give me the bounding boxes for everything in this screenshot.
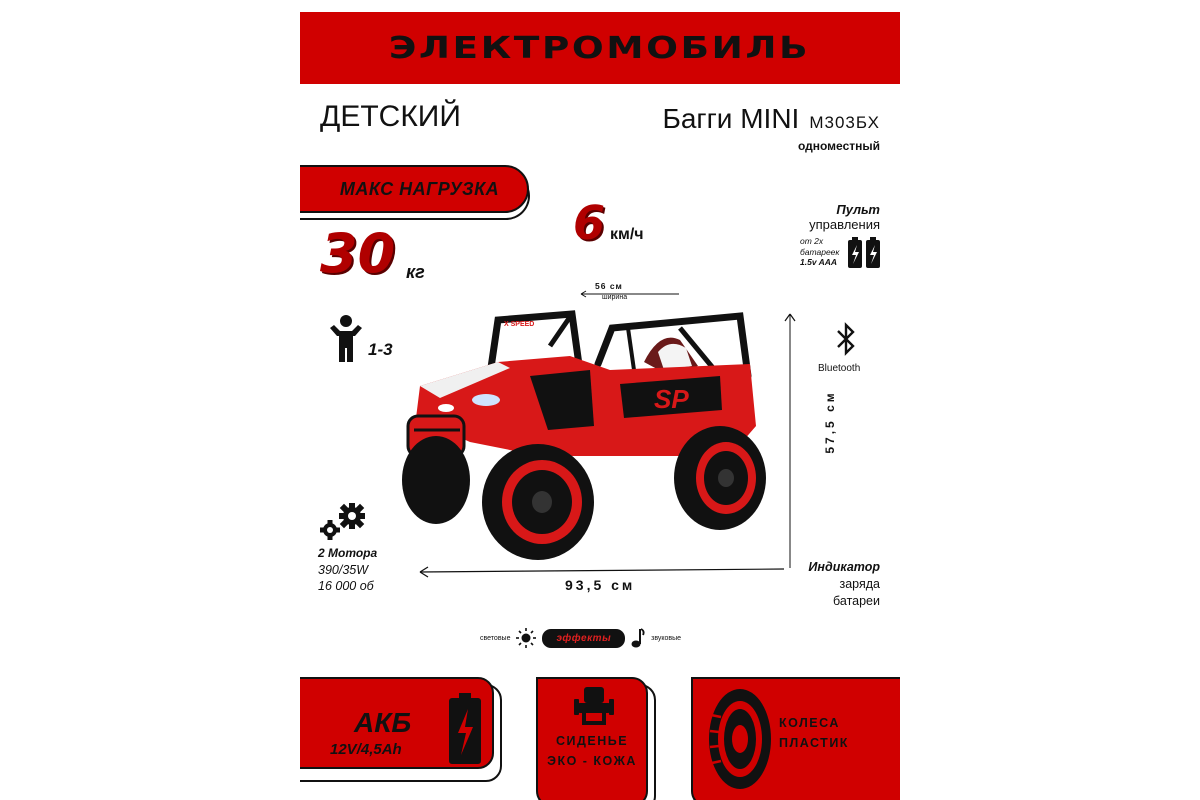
buggy-vehicle-image — [380, 306, 780, 556]
product-model — [662, 103, 880, 135]
battery-indicator-info — [808, 559, 880, 610]
remote-battery-line2: батареек — [800, 246, 840, 257]
wheels-feature-line2: ПЛАСТИК — [779, 736, 849, 750]
remote-battery-note — [800, 236, 839, 268]
product-card — [300, 0, 900, 800]
effects-light-label: световые — [480, 634, 511, 642]
seat-feature-text — [538, 731, 646, 771]
product-kind: ДЕТСКИЙ — [320, 100, 461, 133]
length-value: 93,5 см — [565, 577, 636, 593]
width-label: ширина — [602, 294, 628, 301]
width-value: 56 см — [595, 281, 623, 291]
indicator-line2: батареи — [833, 594, 880, 608]
seat-feature-card — [536, 677, 648, 800]
width-arrow — [575, 286, 685, 304]
height-arrow — [784, 310, 796, 572]
load-pill — [300, 165, 529, 213]
batteries-icon — [846, 236, 882, 270]
remote-battery-line3: 1.5v AAA — [800, 257, 838, 267]
seat-feature-line2: ЭКО - КОЖА — [547, 754, 637, 768]
remote-subtitle: управления — [809, 217, 880, 232]
load-label: МАКС НАГРУЗКА — [339, 178, 500, 199]
load-unit: кг — [406, 262, 425, 282]
remote-info — [770, 202, 880, 232]
model-name: Багги MINI — [662, 103, 800, 134]
child-icon — [328, 314, 364, 364]
motors-title: 2 Мотора — [318, 546, 378, 560]
effects-pill: эффекты — [542, 629, 625, 648]
wheels-feature-line1: КОЛЕСА — [779, 716, 840, 730]
height-value: 57,5 см — [823, 390, 837, 454]
effects-row — [480, 628, 681, 648]
remote-title: Пульт — [836, 202, 880, 217]
battery-feature-title: АКБ — [354, 707, 412, 738]
header-band — [300, 12, 900, 84]
wheels-feature-card — [691, 677, 900, 800]
model-code: M303БХ — [809, 113, 880, 132]
bluetooth-label: Bluetooth — [818, 363, 861, 374]
remote-battery-line1: от 2х — [800, 236, 824, 246]
wheels-feature-text — [779, 713, 849, 753]
indicator-line1: заряда — [839, 577, 880, 591]
vehicle-badge-text: X SPEED — [504, 321, 535, 328]
vehicle-brand-text: SP — [654, 384, 689, 414]
speed-unit: км/ч — [610, 226, 644, 243]
seat-icon — [574, 687, 614, 725]
sun-icon — [516, 628, 536, 648]
bluetooth-icon — [834, 322, 858, 356]
battery-charge-icon — [448, 693, 482, 765]
seat-feature-line1: СИДЕНЬЕ — [555, 734, 629, 748]
load-value: 30 — [320, 222, 396, 285]
battery-feature-card — [300, 677, 494, 769]
motors-power: 390/35W — [318, 563, 369, 577]
header-title: ЭЛЕКТРОМОБИЛЬ — [389, 30, 811, 66]
indicator-title: Индикатор — [808, 560, 880, 574]
tire-icon — [707, 687, 773, 791]
seats-label: одноместный — [797, 139, 880, 153]
speed-value: 6 — [573, 196, 606, 250]
gears-icon — [318, 502, 368, 542]
motors-rpm: 16 000 об — [318, 579, 374, 593]
effects-sound-label: звуковые — [651, 634, 682, 642]
music-note-icon — [631, 628, 645, 648]
battery-feature-spec: 12V/4,5Ah — [330, 741, 402, 758]
age-range: 1-3 — [368, 340, 393, 359]
